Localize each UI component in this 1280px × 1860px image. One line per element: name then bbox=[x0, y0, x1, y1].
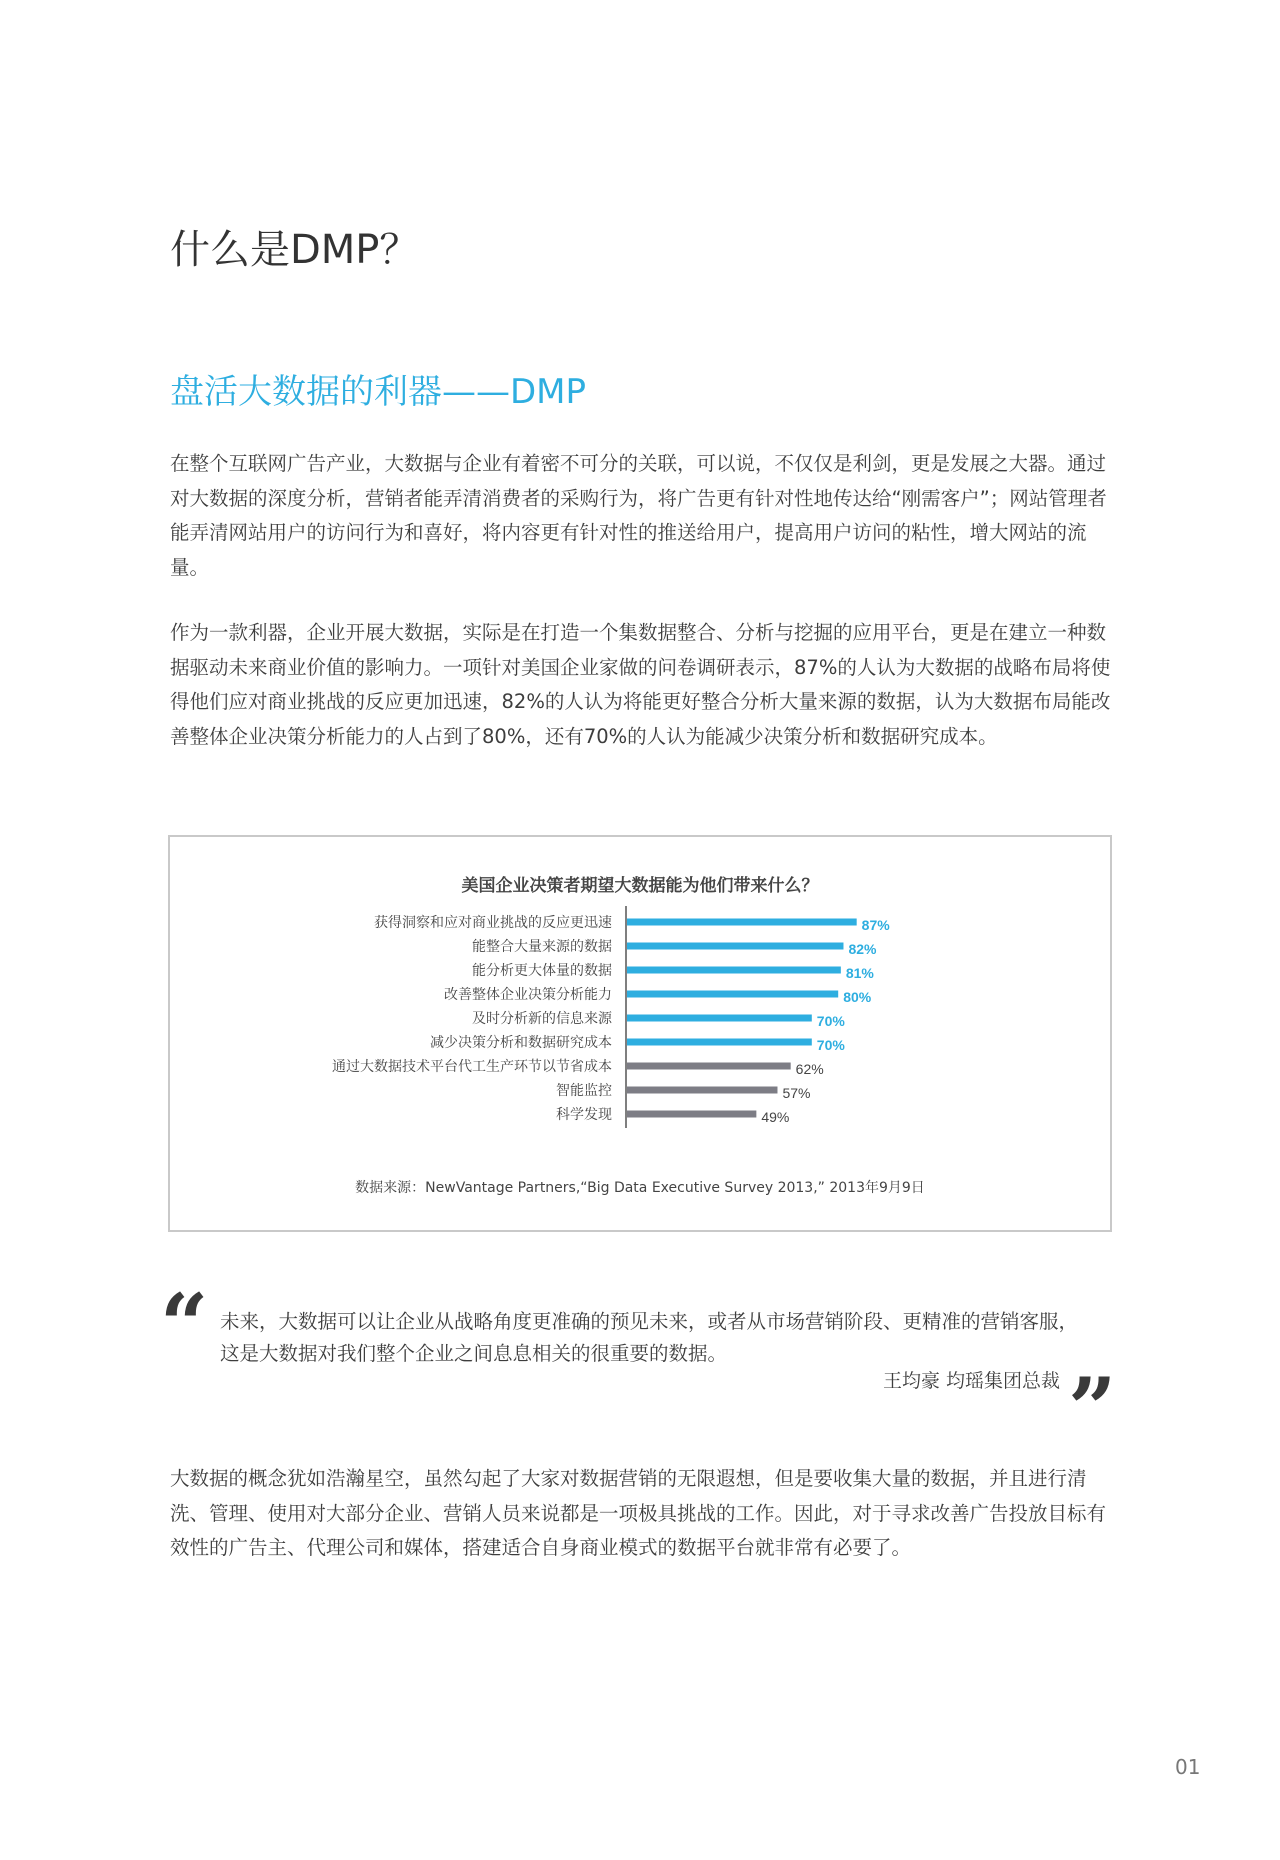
closing-paragraph: 大数据的概念犹如浩瀚星空，虽然勾起了大家对数据营销的无限遐想，但是要收集大量的数据，并且进行清洗、管理、使用对大部分企业、营销人员来说都是一项极具挑战的工作。因此，对于寻求改善广告投放目标有效性的广告主、代理公司和媒体，搭建适合自身商业模式的数据平台就非常有必要了。 bbox=[170, 1467, 1107, 1559]
page-title: 什么是DMP？ bbox=[170, 227, 420, 273]
chart-category-label: 能分析更大体量的数据 bbox=[472, 963, 612, 979]
chart-source: 数据来源：NewVantage Partners,“Big Data Executive Survey 2013,” 2013年9月9日 bbox=[355, 1180, 925, 1196]
quote-text: 未来，大数据可以让企业从战略角度更准确的预见未来，或者从市场营销阶段、更精准的营销客服，这是大数据对我们整个企业之间息息相关的很重要的数据。 bbox=[220, 1310, 1079, 1365]
chart-bar bbox=[627, 1015, 812, 1022]
section-subtitle: 盘活大数据的利器——DMP bbox=[170, 372, 587, 412]
chart-panel bbox=[168, 835, 1112, 1232]
chart-value-label: 81% bbox=[845, 965, 874, 981]
chart-category-label: 科学发现 bbox=[556, 1107, 612, 1123]
chart-bar bbox=[627, 967, 841, 974]
page-number: 01 bbox=[1175, 1755, 1201, 1779]
chart-category-label: 获得洞察和应对商业挑战的反应更迅速 bbox=[374, 915, 612, 931]
quote-attribution: 王均豪 均瑶集团总裁 bbox=[882, 1370, 1060, 1392]
bar-chart bbox=[170, 837, 1110, 1230]
chart-category-label: 智能监控 bbox=[556, 1083, 612, 1099]
chart-value-label: 70% bbox=[816, 1013, 845, 1029]
chart-value-label: 87% bbox=[861, 917, 890, 933]
chart-category-label: 改善整体企业决策分析能力 bbox=[444, 987, 612, 1003]
chart-value-label: 62% bbox=[795, 1061, 824, 1077]
chart-bar bbox=[627, 1087, 777, 1094]
chart-bar bbox=[627, 991, 838, 998]
chart-category-label: 通过大数据技术平台代工生产环节以节省成本 bbox=[332, 1059, 612, 1075]
intro-paragraph: 在整个互联网广告产业，大数据与企业有着密不可分的关联，可以说，不仅仅是利剑，更是发展之大器。通过对大数据的深度分析，营销者能弄清消费者的采购行为，将广告更有针对性地传达给“刚需客户”；网站管理者能弄清网站用户的访问行为和喜好，将内容更有针对性的推送给用户，提高用户访问的粘性，增大网站的流量。 bbox=[170, 452, 1107, 579]
chart-category-label: 及时分析新的信息来源 bbox=[472, 1011, 612, 1027]
chart-value-label: 80% bbox=[843, 989, 872, 1005]
chart-bar bbox=[627, 943, 843, 950]
chart-bar bbox=[627, 1063, 791, 1070]
open-quote-icon: “ bbox=[160, 1275, 209, 1374]
survey-paragraph: 作为一款利器，企业开展大数据，实际是在打造一个集数据整合、分析与挖掘的应用平台，更是在建立一种数据驱动未来商业价值的影响力。一项针对美国企业家做的问卷调研表示，87%的人认为大数据的战略布局将使得他们应对商业挑战的反应更加迅速，82%的人认为将能更好整合分析大量来源的数据，认为大数据布局能改善整体企业决策分析能力的人占到了80%，还有70%的人认为能减少决策分析和数据研究成本。 bbox=[170, 621, 1111, 748]
chart-value-label: 70% bbox=[816, 1037, 845, 1053]
chart-category-label: 能整合大量来源的数据 bbox=[472, 939, 612, 955]
chart-bar bbox=[627, 1111, 756, 1118]
chart-category-label: 减少决策分析和数据研究成本 bbox=[430, 1035, 612, 1051]
chart-title: 美国企业决策者期望大数据能为他们带来什么？ bbox=[461, 876, 819, 896]
chart-bar bbox=[627, 919, 857, 926]
chart-bar bbox=[627, 1039, 812, 1046]
chart-value-label: 57% bbox=[782, 1085, 811, 1101]
chart-value-label: 82% bbox=[848, 941, 877, 957]
close-quote-icon: ” bbox=[1068, 1359, 1117, 1458]
chart-value-label: 49% bbox=[761, 1109, 790, 1125]
